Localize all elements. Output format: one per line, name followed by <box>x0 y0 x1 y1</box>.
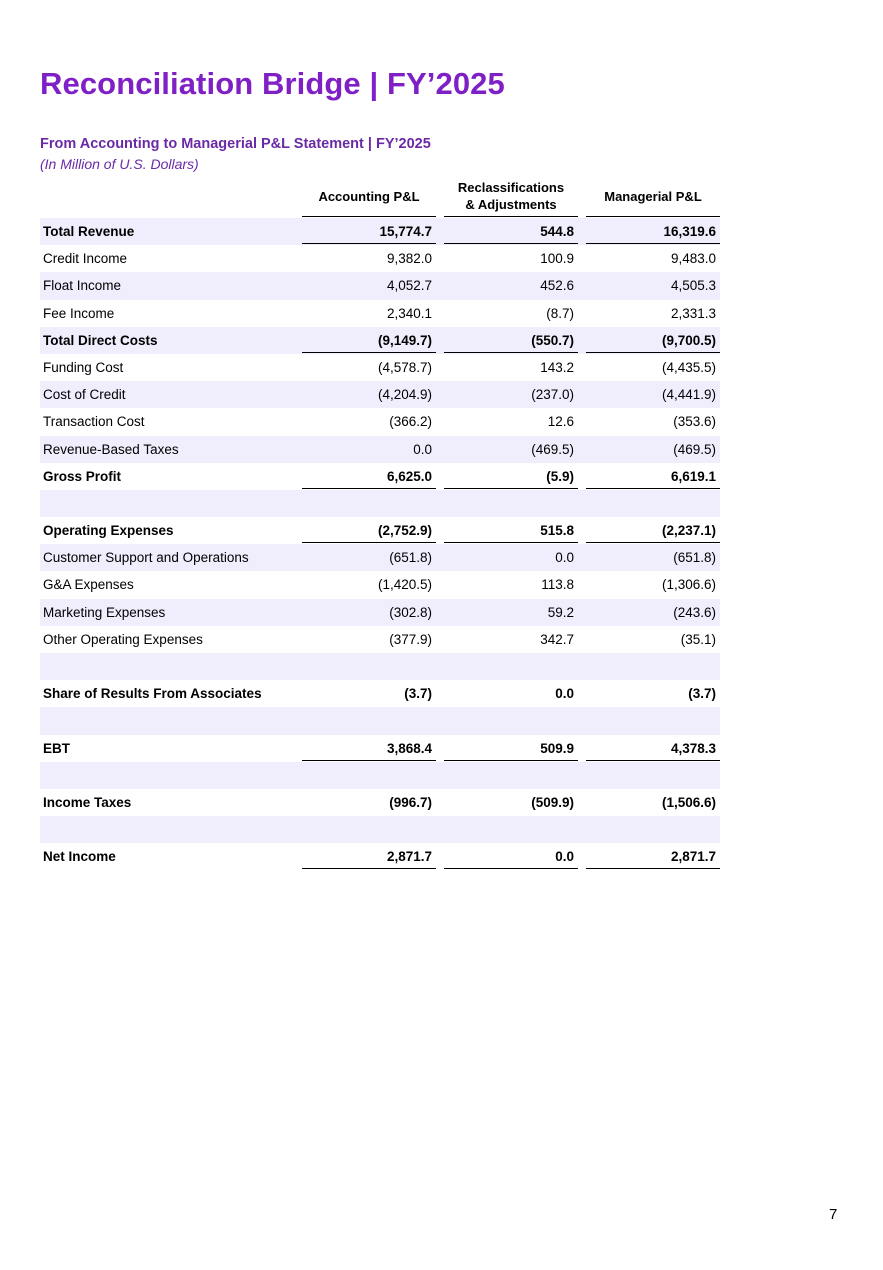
accounting-value <box>302 707 436 733</box>
managerial-value: (3.7) <box>688 686 716 702</box>
row-label: Other Operating Expenses <box>43 631 203 647</box>
table-row <box>40 327 720 354</box>
row-label: Revenue-Based Taxes <box>43 441 179 457</box>
managerial-value: (9,700.5) <box>586 327 720 353</box>
adjustment-value: 342.7 <box>540 631 574 647</box>
accounting-value: (377.9) <box>389 631 432 647</box>
adjustment-value: 509.9 <box>444 735 578 761</box>
accounting-value <box>302 490 436 516</box>
managerial-value: 4,378.3 <box>586 735 720 761</box>
table-row <box>40 272 720 299</box>
table-row <box>40 245 720 272</box>
row-label: Net Income <box>43 849 116 865</box>
managerial-value: (469.5) <box>673 441 716 457</box>
row-label: Funding Cost <box>43 359 124 375</box>
table-row <box>40 843 720 870</box>
managerial-value: (651.8) <box>673 550 716 566</box>
table-row <box>40 463 720 490</box>
table-row <box>40 789 720 816</box>
managerial-value <box>586 653 720 679</box>
adjustment-value: (237.0) <box>531 387 574 403</box>
row-label: Customer Support and Operations <box>43 550 249 566</box>
managerial-value: (1,306.6) <box>661 577 716 593</box>
accounting-value <box>302 816 436 842</box>
managerial-value: (4,435.5) <box>661 359 716 375</box>
adjustment-value <box>444 762 578 788</box>
spacer-row <box>40 762 720 789</box>
table-row <box>40 599 720 626</box>
unit-note: (In Million of U.S. Dollars) <box>40 156 199 172</box>
table-row <box>40 408 720 435</box>
adjustment-value: 59.2 <box>547 604 574 620</box>
accounting-value: 4,052.7 <box>386 278 432 294</box>
adjustment-value: 0.0 <box>555 550 574 566</box>
adjustment-value: 113.8 <box>541 577 574 593</box>
accounting-value: 3,868.4 <box>302 735 436 761</box>
managerial-value: 2,871.7 <box>586 843 720 869</box>
accounting-value: 2,340.1 <box>386 305 432 321</box>
managerial-value: (4,441.9) <box>661 387 716 403</box>
accounting-value: (3.7) <box>404 686 432 702</box>
table-subtitle: From Accounting to Managerial P&L Statement | FY’2025 <box>40 136 431 152</box>
managerial-value: 4,505.3 <box>670 278 716 294</box>
table-row <box>40 436 720 463</box>
accounting-value: (996.7) <box>389 794 432 810</box>
adjustment-value <box>444 707 578 733</box>
row-label: Credit Income <box>43 251 128 267</box>
row-label: G&A Expenses <box>43 577 134 593</box>
row-label: Share of Results From Associates <box>43 686 262 702</box>
accounting-value: (366.2) <box>389 414 432 430</box>
managerial-value <box>586 816 720 842</box>
row-label: EBT <box>43 740 70 756</box>
managerial-value: (1,506.6) <box>661 794 716 810</box>
managerial-value: 6,619.1 <box>586 463 720 489</box>
adjustment-value: (5.9) <box>444 463 578 489</box>
table-row <box>40 218 720 245</box>
spacer-row <box>40 490 720 517</box>
row-label: Cost of Credit <box>43 387 126 403</box>
accounting-value: (302.8) <box>389 604 432 620</box>
column-header-managerial: Managerial P&L <box>586 176 720 217</box>
adjustment-value <box>444 490 578 516</box>
spacer-row <box>40 816 720 843</box>
adjustment-value: 100.9 <box>540 251 574 267</box>
managerial-value <box>586 490 720 516</box>
accounting-value: 6,625.0 <box>302 463 436 489</box>
table-header <box>40 176 720 218</box>
adjustment-value: (550.7) <box>444 327 578 353</box>
adjustment-value: 0.0 <box>555 686 574 702</box>
table-row <box>40 571 720 598</box>
accounting-value: 9,382.0 <box>386 251 432 267</box>
managerial-value: (35.1) <box>680 631 716 647</box>
row-label: Float Income <box>43 278 122 294</box>
row-label: Fee Income <box>43 305 115 321</box>
spacer-row <box>40 707 720 734</box>
row-label: Transaction Cost <box>43 414 145 430</box>
adjustment-value: 452.6 <box>540 278 574 294</box>
adjustment-value: 0.0 <box>444 843 578 869</box>
table-body <box>40 218 720 871</box>
accounting-value <box>302 762 436 788</box>
reconciliation-table <box>40 176 720 871</box>
table-row <box>40 626 720 653</box>
accounting-value: 2,871.7 <box>302 843 436 869</box>
accounting-value: (651.8) <box>389 550 432 566</box>
row-label: Total Revenue <box>43 224 135 239</box>
accounting-value: 15,774.7 <box>302 218 436 244</box>
accounting-value: (4,578.7) <box>377 359 432 375</box>
table-row <box>40 381 720 408</box>
managerial-value <box>586 707 720 733</box>
spacer-row <box>40 653 720 680</box>
table-row <box>40 517 720 544</box>
adjustment-value: (8.7) <box>546 305 574 321</box>
accounting-value: (1,420.5) <box>377 577 432 593</box>
managerial-value: (353.6) <box>673 414 716 430</box>
managerial-value: 2,331.3 <box>670 305 716 321</box>
accounting-value: (4,204.9) <box>377 387 432 403</box>
adjustment-value: (509.9) <box>531 794 574 810</box>
managerial-value <box>586 762 720 788</box>
page-title: Reconciliation Bridge | FY’2025 <box>40 66 505 101</box>
page-number: 7 <box>829 1206 838 1223</box>
row-label: Marketing Expenses <box>43 604 166 620</box>
table-row <box>40 354 720 381</box>
managerial-value: 16,319.6 <box>586 218 720 244</box>
managerial-value: 9,483.0 <box>670 251 716 267</box>
table-row <box>40 300 720 327</box>
accounting-value: 0.0 <box>413 441 432 457</box>
managerial-value: (2,237.1) <box>586 517 720 543</box>
table-row <box>40 544 720 571</box>
managerial-value: (243.6) <box>673 604 716 620</box>
accounting-value: (9,149.7) <box>302 327 436 353</box>
adjustment-value: 544.8 <box>444 218 578 244</box>
table-row <box>40 680 720 707</box>
adjustment-value: 12.6 <box>547 414 574 430</box>
row-label: Operating Expenses <box>43 523 174 539</box>
row-label: Gross Profit <box>43 468 122 484</box>
accounting-value: (2,752.9) <box>302 517 436 543</box>
adjustment-value: 515.8 <box>444 517 578 543</box>
column-header-reclassifications: Reclassifications & Adjustments <box>444 176 578 217</box>
adjustment-value <box>444 653 578 679</box>
accounting-value <box>302 653 436 679</box>
row-label: Total Direct Costs <box>43 332 158 348</box>
table-row <box>40 735 720 762</box>
row-label: Income Taxes <box>43 794 132 810</box>
adjustment-value <box>444 816 578 842</box>
adjustment-value: 143.2 <box>540 359 574 375</box>
adjustment-value: (469.5) <box>531 441 574 457</box>
column-header-accounting: Accounting P&L <box>302 176 436 217</box>
